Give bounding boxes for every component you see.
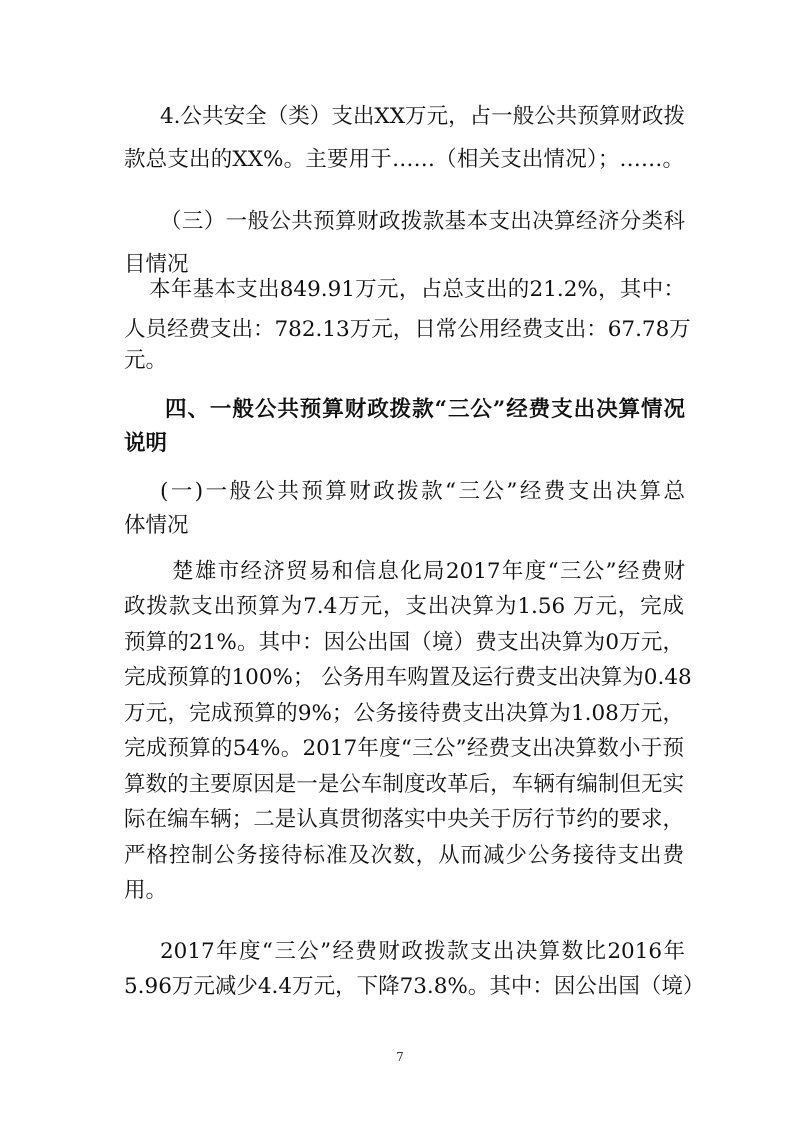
text-line: 算数的主要原因是一是公车制度改革后，车辆有编制但无实 bbox=[124, 772, 684, 797]
text-line: 完成预算的100%； 公务用车购置及运行费支出决算为0.48 bbox=[124, 665, 692, 690]
text-line: 人员经费支出：782.13万元，日常公用经费支出：67.78万 bbox=[124, 317, 691, 342]
text-line: 2017年度“三公”经费财政拨款支出决算数比2016年 bbox=[160, 939, 685, 964]
text-line: 预算的21%。其中：因公出国（境）费支出决算为0万元， bbox=[124, 630, 684, 655]
chapter-heading: 四、一般公共预算财政拨款“三公”经费支出决算情况 bbox=[165, 397, 685, 422]
text-line: 楚雄市经济贸易和信息化局2017年度“三公”经费财 bbox=[172, 559, 685, 584]
text-line: 本年基本支出849.91万元，占总支出的21.2%，其中： bbox=[149, 277, 685, 302]
section-heading: 体情况 bbox=[124, 513, 189, 538]
section-heading: （三）一般公共预算财政拨款基本支出决算经济分类科 bbox=[160, 209, 685, 234]
text-line: 完成预算的54%。2017年度“三公”经费支出决算数小于预 bbox=[124, 736, 684, 761]
text-line: 万元，完成预算的9%；公务接待费支出决算为1.08万元， bbox=[124, 701, 684, 726]
text-line: 4.公共安全（类）支出XX万元，占一般公共预算财政拨 bbox=[160, 104, 685, 129]
text-line: 5.96万元减少4.4万元，下降73.8%。其中：因公出国（境） bbox=[124, 974, 705, 999]
text-line: 元。 bbox=[124, 348, 168, 373]
page-number: 7 bbox=[396, 1050, 404, 1064]
text-line: 款总支出的XX%。主要用于……（相关支出情况）；……。 bbox=[124, 147, 684, 172]
text-line: 用。 bbox=[124, 878, 168, 903]
text-line: 严格控制公务接待标准及次数，从而减少公务接待支出费 bbox=[124, 843, 684, 868]
section-heading: (一)一般公共预算财政拨款“三公”经费支出决算总 bbox=[160, 479, 685, 504]
chapter-heading: 说明 bbox=[124, 431, 168, 456]
text-line: 政拨款支出预算为7.4万元，支出决算为1.56 万元，完成 bbox=[124, 594, 684, 619]
text-line: 际在编车辆；二是认真贯彻落实中央关于厉行节约的要求， bbox=[124, 807, 684, 832]
section-heading: 目情况 bbox=[124, 252, 189, 277]
